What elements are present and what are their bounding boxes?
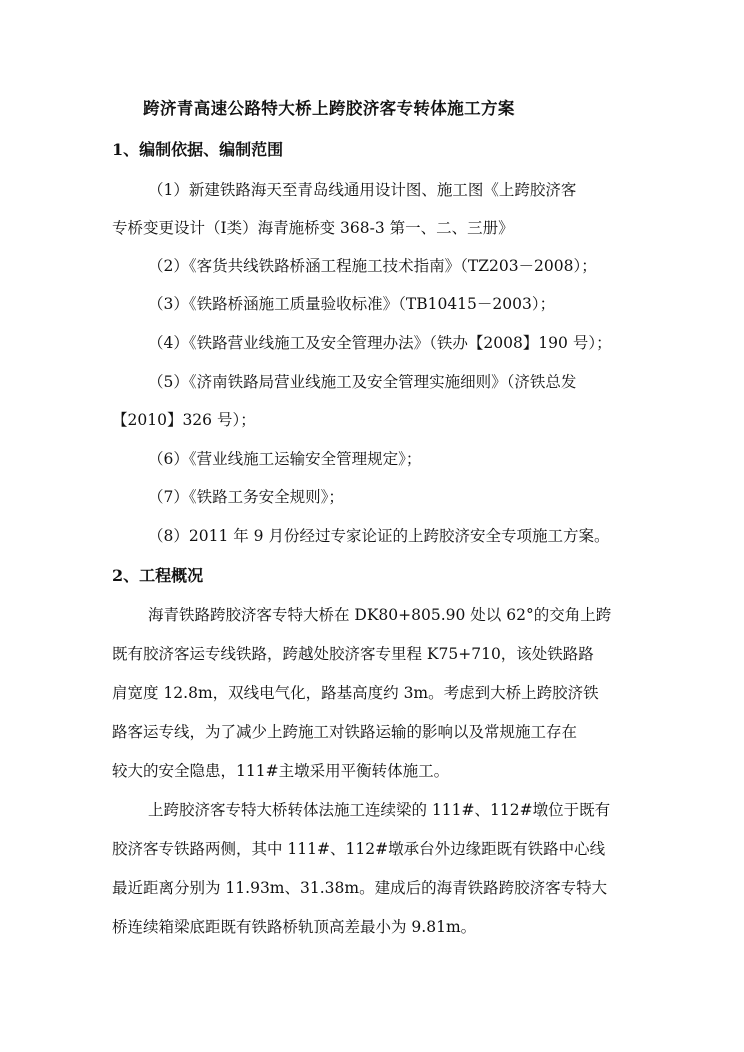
basis-item-4: （4）《铁路营业线施工及安全管理办法》（铁办【2008】190 号）； xyxy=(148,334,612,352)
basis-item-7: （7）《铁路工务安全规则》； xyxy=(148,488,344,506)
overview-para2-line3: 最近距离分别为 11.93m、31.38m。建成后的海青铁路跨胶济客专特大 xyxy=(112,879,608,897)
overview-para1-line5: 较大的安全隐患，111#主墩采用平衡转体施工。 xyxy=(112,762,450,780)
basis-item-2: （2）《客货共线铁路桥涵工程施工技术指南》（TZ203－2008）； xyxy=(148,257,597,275)
section-heading-basis: 1、编制依据、编制范围 xyxy=(112,140,284,159)
basis-item-8: （8）2011 年 9 月份经过专家论证的上跨胶济安全专项施工方案。 xyxy=(148,527,610,545)
overview-para2-line4: 桥连续箱梁底距既有铁路桥轨顶高差最小为 9.81m。 xyxy=(112,918,477,936)
basis-item-1a: （1）新建铁路海天至青岛线通用设计图、施工图《上跨胶济客 xyxy=(148,181,577,199)
overview-para1-line4: 路客运专线，为了减少上跨施工对铁路运输的影响以及常规施工存在 xyxy=(112,723,578,741)
overview-para1-line2: 既有胶济客运专线铁路，跨越处胶济客专里程 K75+710，该处铁路路 xyxy=(112,645,594,663)
basis-item-3: （3）《铁路桥涵施工质量验收标准》（TB10415－2003）； xyxy=(148,295,556,313)
overview-para2-line2: 胶济客专铁路两侧，其中 111#、112#墩承台外边缘距既有铁路中心线 xyxy=(112,840,606,858)
overview-para1-line1: 海青铁路跨胶济客专特大桥在 DK80+805.90 处以 62°的交角上跨 xyxy=(148,606,612,624)
overview-para2-line1: 上跨胶济客专特大桥转体法施工连续梁的 111#、112#墩位于既有 xyxy=(148,801,611,819)
basis-item-5a: （5）《济南铁路局营业线施工及安全管理实施细则》（济铁总发 xyxy=(148,373,577,391)
overview-para1-line3: 肩宽度 12.8m，双线电气化，路基高度约 3m。考虑到大桥上跨胶济铁 xyxy=(112,684,599,702)
document-title: 跨济青高速公路特大桥上跨胶济客专转体施工方案 xyxy=(143,99,515,118)
section-heading-overview: 2、工程概况 xyxy=(112,566,204,585)
basis-item-6: （6）《营业线施工运输安全管理规定》； xyxy=(148,450,422,468)
basis-item-1b: 专桥变更设计（Ⅰ类）海青施桥变 368-3 第一、二、三册》 xyxy=(112,219,514,237)
basis-item-5b: 【2010】326 号）； xyxy=(112,411,256,429)
